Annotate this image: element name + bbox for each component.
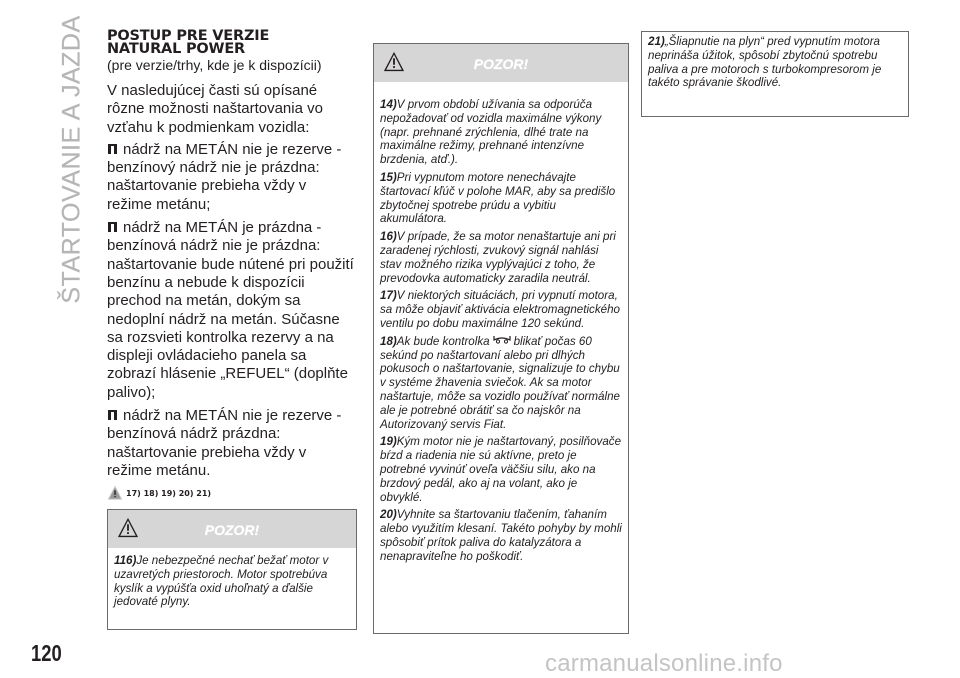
warning-item	[380, 435, 622, 504]
warning-item-number: 21)	[648, 35, 665, 48]
bullet-icon	[108, 410, 117, 420]
warning-triangle-icon	[107, 485, 123, 501]
side-section-title	[57, 14, 87, 304]
warning-item-number: 20)	[380, 508, 397, 522]
list-item-text: nádrž na METÁN je prázdna - benzínová nádrž nie je prázdna: naštartovanie bude nútené pri použití benzínu a nebude k dispozícii prechod na metán, dokým sa nedoplní nádrž na metán. Súčasne sa rozsvieti kontrolka rezervy a na displeji ovládacieho panela sa zobrazí hlásenie „REFUEL“ (doplňte palivo);	[107, 219, 354, 401]
warning-item	[114, 554, 350, 609]
glow-plug-icon	[492, 335, 512, 344]
warning-item-text: Je nebezpečné nechať bežať motor v uzavretých priestoroch. Motor spotrebúva kyslík a vypúšťa oxid uhoľnatý a ďalšie jedovaté plyny.	[114, 554, 329, 609]
list-item	[107, 407, 355, 480]
page-number: 120	[31, 640, 62, 666]
warning-header	[108, 510, 356, 548]
warning-item-number: 18)	[380, 334, 397, 348]
warning-item	[380, 230, 622, 285]
references-text: 17) 18) 19) 20) 21)	[126, 488, 212, 498]
main-column	[107, 30, 355, 501]
warning-item-number: 19)	[380, 435, 397, 449]
warning-item	[380, 335, 622, 432]
warning-box-continued	[641, 31, 909, 117]
warning-header	[374, 44, 628, 82]
warning-item-text: Ak bude kontrolka	[396, 334, 490, 348]
warning-item-text: „Šliapnutie na plyn“ pred vypnutím motora neprináša úžitok, spôsobí zbytočnú spotrebu paliva a pre motoroch s turbokompresorom je takéto správanie škodlivé.	[648, 35, 882, 90]
warning-body	[642, 32, 908, 90]
section-subtitle: (pre verzie/trhy, kde je k dispozícii)	[107, 57, 322, 73]
warning-item	[380, 98, 622, 167]
warning-item-text: V niektorých situáciách, pri vypnutí motora, sa môže objaviť aktivácia elektromagnetického ventilu po dobu maximálne 120 sekúnd.	[380, 289, 620, 330]
warning-item-number: 14)	[380, 98, 397, 111]
section-title-line1: POSTUP PRE VERZIE	[107, 28, 270, 44]
warning-box-pozor-2	[373, 43, 629, 634]
list-item	[107, 219, 355, 402]
side-section-title-text: ŠTARTOVANIE A JAZDA	[57, 14, 86, 304]
warning-item-number: 16)	[380, 230, 397, 244]
warning-item	[380, 171, 622, 226]
warning-body	[374, 82, 628, 564]
warning-item-number: 15)	[380, 170, 397, 184]
warning-label: POZOR!	[473, 56, 529, 72]
warning-item-number: 116)	[114, 554, 137, 567]
warning-item-text: Vyhnite sa štartovaniu tlačením, ťahaním alebo využitím klesaní. Takéto pohyby by mohli spôsobiť prítok paliva do katalyzátora a nenapraviteľne ho poškodiť.	[380, 508, 622, 563]
warning-references	[107, 485, 355, 501]
list-item-text: nádrž na METÁN nie je rezerve - benzínový nádrž nie je prázdna: naštartovanie prebieha vždy v režime metánu;	[107, 140, 342, 213]
warning-item-text: blikať počas 60 sekúnd po naštartovaní alebo pri dlhých pokusoch o naštartovanie, signalizuje to chybu v systéme žhavenia sviečok. Ak sa motor naštartuje, môže sa vozidlo používať normálne ale je potrebné obrátiť sa čo najskôr na Autorizovaný servis Fiat.	[380, 334, 620, 431]
warning-item	[380, 289, 622, 330]
warning-body	[108, 548, 356, 609]
warning-item-text: V prvom období užívania sa odporúča nepožadovať od vozidla maximálne výkony (napr. prehnané zrýchlenia, dlhé trate na maximálne režimy, prehnané intenzívne brzdenia, atď.).	[380, 98, 602, 167]
bullet-icon	[108, 144, 117, 154]
warning-item-text: Kým motor nie je naštartovaný, posilňovače bŕzd a riadenia nie sú aktívne, preto je potrebné vyvinúť oveľa väčšiu silu, ako na brzdový pedál, ako aj na volant, ako je obvyklé.	[380, 435, 622, 504]
bullet-icon	[108, 222, 117, 232]
warning-item-text: Pri vypnutom motore nenechávajte štartovací kľúč v polohe MAR, aby sa predišlo zbytočnej spotrebe prúdu a vybitiu akumulátora.	[380, 170, 616, 226]
list-item-text: nádrž na METÁN nie je rezerve - benzínová nádrž prázdna: naštartovanie prebieha vždy v režime metánu.	[107, 407, 342, 479]
warning-item-text: V prípade, že sa motor nenaštartuje ani pri zaradenej rýchlosti, zvukový signál nahlási stav možného rizika vyplývajúci z toho, že prevodovka automaticky zaradila neutrál.	[380, 230, 616, 285]
warning-item	[648, 35, 902, 90]
list-item	[107, 141, 355, 214]
warning-item	[380, 508, 622, 563]
watermark: carmanualsonline.info	[545, 650, 783, 677]
intro-paragraph: V nasledujúcej časti sú opísané rôzne možnosti naštartovania vo vzťahu k podmienkam vozidla:	[107, 82, 323, 136]
warning-label: POZOR!	[204, 522, 260, 538]
warning-box-pozor-1	[107, 509, 357, 630]
section-title	[107, 30, 355, 56]
warning-item-number: 17)	[380, 289, 397, 303]
section-title-line2: NATURAL POWER	[107, 41, 245, 57]
